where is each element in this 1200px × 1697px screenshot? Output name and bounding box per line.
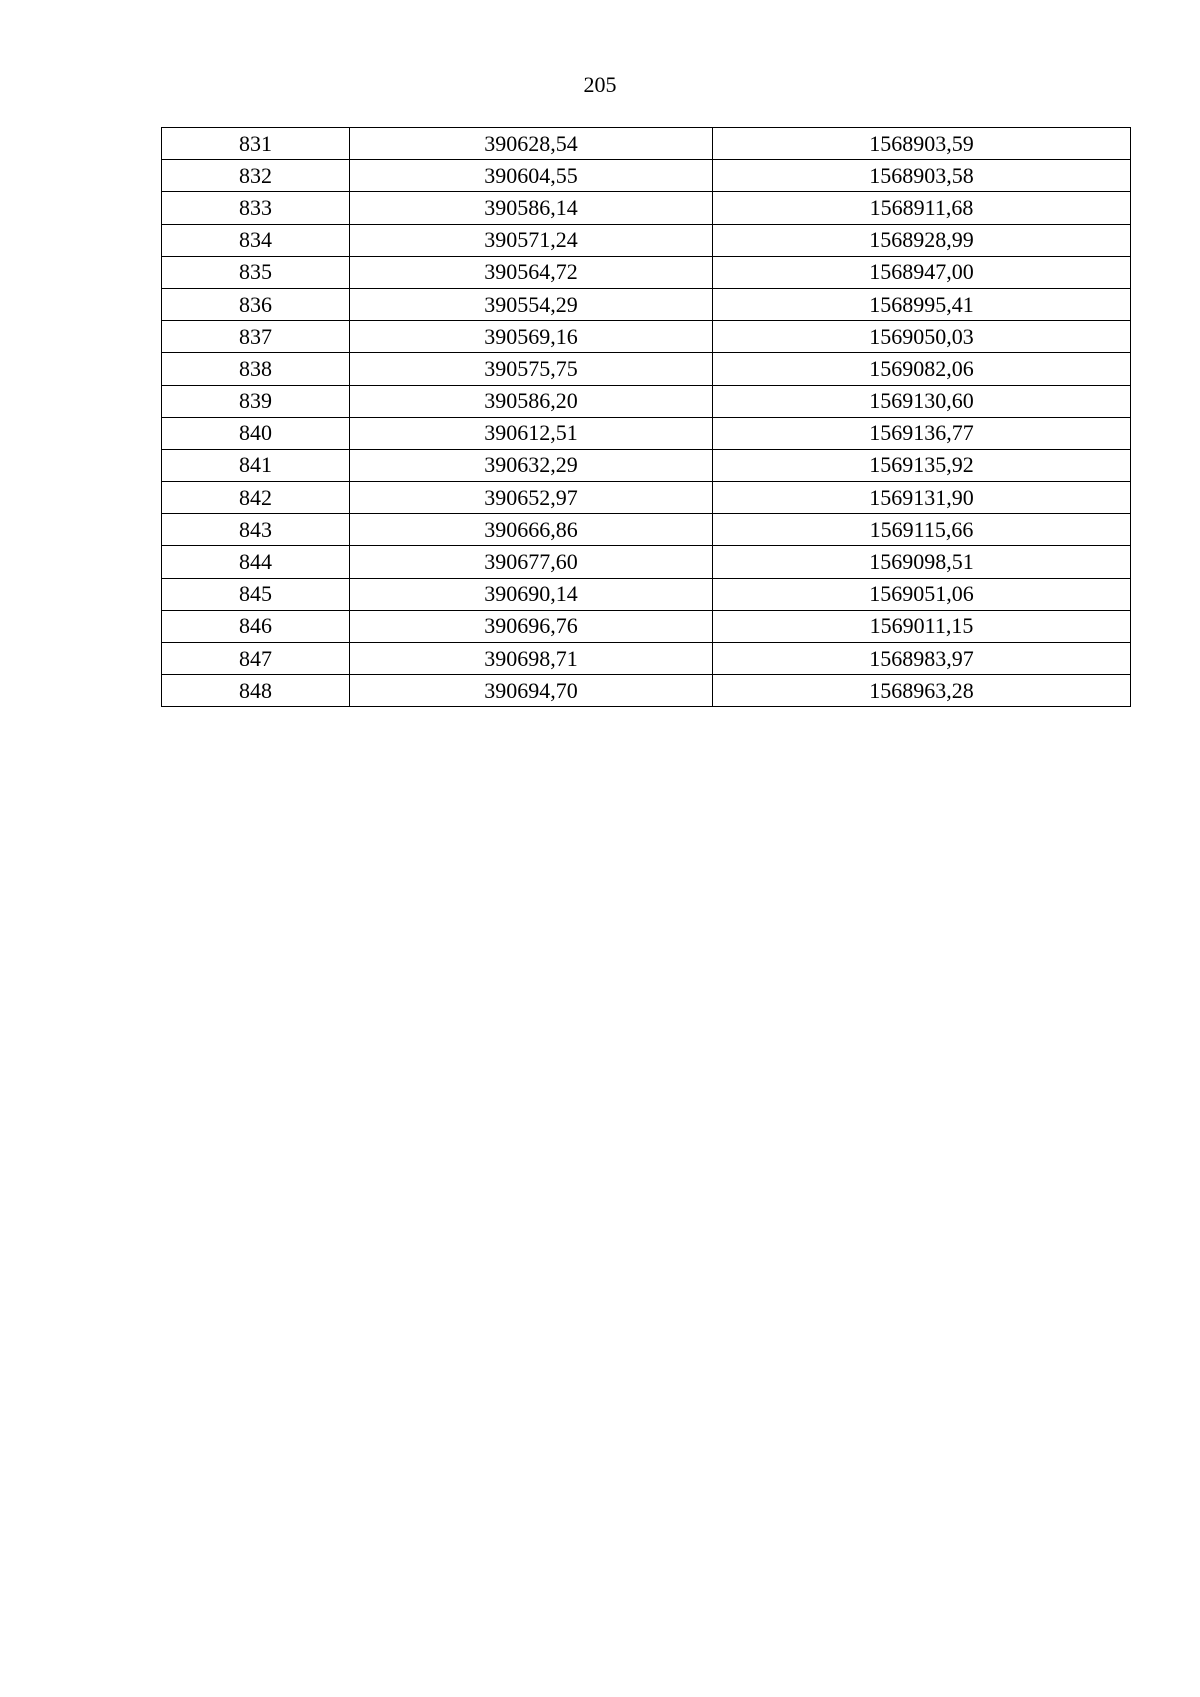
point-number-cell: 838 — [162, 353, 350, 385]
point-number-cell: 842 — [162, 482, 350, 514]
point-number-cell: 837 — [162, 321, 350, 353]
table-row — [162, 256, 1131, 288]
table-row — [162, 321, 1131, 353]
table-row — [162, 224, 1131, 256]
y-coordinate-cell: 1568903,58 — [713, 160, 1131, 192]
table-row — [162, 160, 1131, 192]
x-coordinate-cell: 390696,76 — [350, 610, 713, 642]
x-coordinate-cell: 390628,54 — [350, 128, 713, 160]
y-coordinate-cell: 1568963,28 — [713, 675, 1131, 707]
x-coordinate-cell: 390677,60 — [350, 546, 713, 578]
table-row — [162, 675, 1131, 707]
y-coordinate-cell: 1568947,00 — [713, 256, 1131, 288]
table-row — [162, 417, 1131, 449]
y-coordinate-cell: 1568911,68 — [713, 192, 1131, 224]
y-coordinate-cell: 1568995,41 — [713, 288, 1131, 320]
y-coordinate-cell: 1569050,03 — [713, 321, 1131, 353]
point-number-cell: 832 — [162, 160, 350, 192]
table-row — [162, 128, 1131, 160]
point-number-cell: 840 — [162, 417, 350, 449]
x-coordinate-cell: 390564,72 — [350, 256, 713, 288]
y-coordinate-cell: 1569051,06 — [713, 578, 1131, 610]
table-row — [162, 514, 1131, 546]
point-number-cell: 845 — [162, 578, 350, 610]
point-number-cell: 848 — [162, 675, 350, 707]
table-row — [162, 353, 1131, 385]
y-coordinate-cell: 1569135,92 — [713, 449, 1131, 481]
table-row — [162, 610, 1131, 642]
x-coordinate-cell: 390604,55 — [350, 160, 713, 192]
y-coordinate-cell: 1569115,66 — [713, 514, 1131, 546]
y-coordinate-cell: 1569130,60 — [713, 385, 1131, 417]
table-row — [162, 288, 1131, 320]
x-coordinate-cell: 390569,16 — [350, 321, 713, 353]
x-coordinate-cell: 390575,75 — [350, 353, 713, 385]
x-coordinate-cell: 390586,20 — [350, 385, 713, 417]
point-number-cell: 846 — [162, 610, 350, 642]
point-number-cell: 833 — [162, 192, 350, 224]
point-number-cell: 836 — [162, 288, 350, 320]
point-number-cell: 835 — [162, 256, 350, 288]
x-coordinate-cell: 390571,24 — [350, 224, 713, 256]
x-coordinate-cell: 390652,97 — [350, 482, 713, 514]
table-row — [162, 578, 1131, 610]
table-row — [162, 546, 1131, 578]
y-coordinate-cell: 1569011,15 — [713, 610, 1131, 642]
point-number-cell: 839 — [162, 385, 350, 417]
y-coordinate-cell: 1569131,90 — [713, 482, 1131, 514]
x-coordinate-cell: 390694,70 — [350, 675, 713, 707]
x-coordinate-cell: 390586,14 — [350, 192, 713, 224]
table-row — [162, 643, 1131, 675]
table-row — [162, 482, 1131, 514]
point-number-cell: 841 — [162, 449, 350, 481]
point-number-cell: 843 — [162, 514, 350, 546]
table-row — [162, 385, 1131, 417]
x-coordinate-cell: 390690,14 — [350, 578, 713, 610]
y-coordinate-cell: 1569098,51 — [713, 546, 1131, 578]
x-coordinate-cell: 390612,51 — [350, 417, 713, 449]
x-coordinate-cell: 390666,86 — [350, 514, 713, 546]
y-coordinate-cell: 1568928,99 — [713, 224, 1131, 256]
y-coordinate-cell: 1568983,97 — [713, 643, 1131, 675]
table-row — [162, 192, 1131, 224]
x-coordinate-cell: 390632,29 — [350, 449, 713, 481]
page-number: 205 — [583, 72, 617, 97]
table-row — [162, 449, 1131, 481]
point-number-cell: 844 — [162, 546, 350, 578]
point-number-cell: 834 — [162, 224, 350, 256]
point-number-cell: 847 — [162, 643, 350, 675]
x-coordinate-cell: 390698,71 — [350, 643, 713, 675]
coordinates-table-body — [162, 128, 1131, 707]
y-coordinate-cell: 1569136,77 — [713, 417, 1131, 449]
y-coordinate-cell: 1568903,59 — [713, 128, 1131, 160]
coordinates-table — [161, 127, 1131, 707]
point-number-cell: 831 — [162, 128, 350, 160]
y-coordinate-cell: 1569082,06 — [713, 353, 1131, 385]
x-coordinate-cell: 390554,29 — [350, 288, 713, 320]
